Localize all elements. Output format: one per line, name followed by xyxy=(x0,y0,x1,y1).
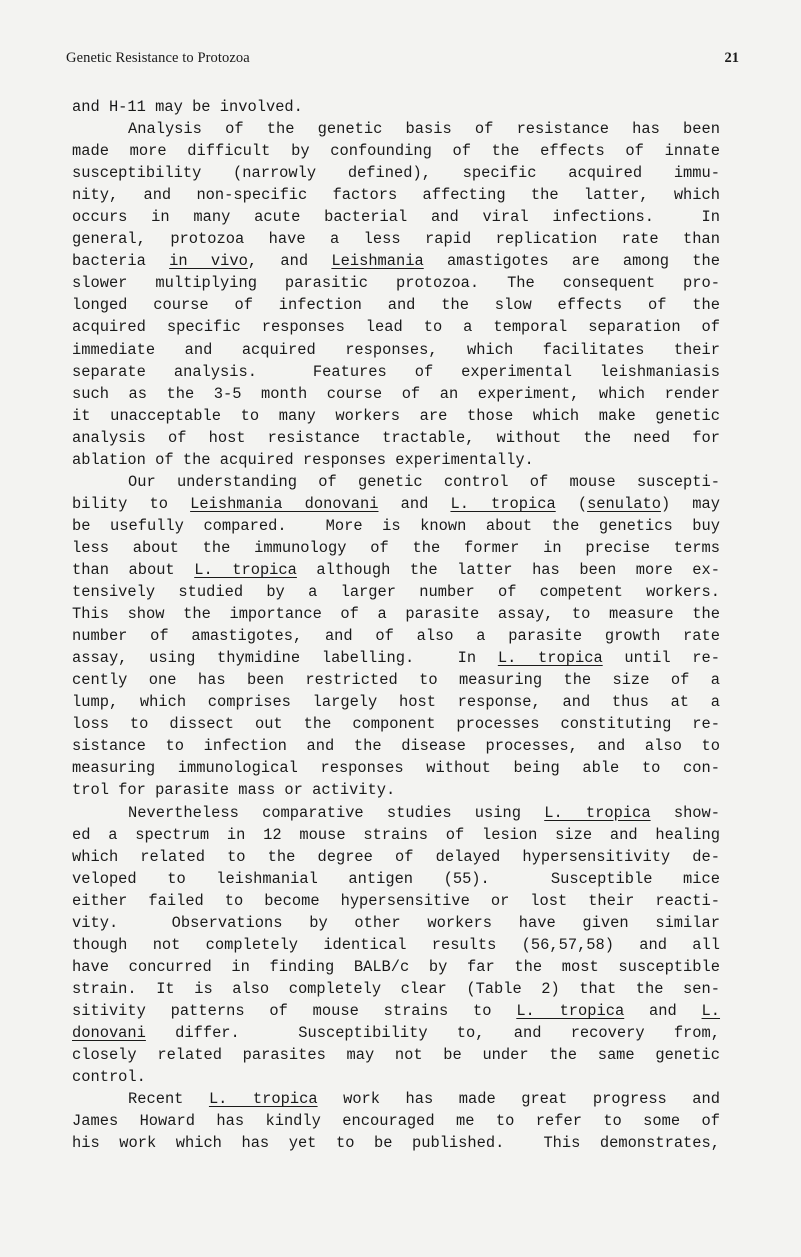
text-line: his work which has yet to be published. This demonstrates, xyxy=(72,1134,720,1153)
text-line: veloped to leishmanial antigen (55). Susceptible mice xyxy=(72,869,720,888)
paragraph-first-line: Analysis of the genetic basis of resistance has been xyxy=(128,120,720,139)
text-line: made more difficult by confounding of the effects of innate xyxy=(72,142,720,161)
running-title: Genetic Resistance to Protozoa xyxy=(66,50,250,66)
text-line: either failed to become hypersensitive or lost their reacti- xyxy=(72,891,720,910)
text-line: strain. It is also completely clear (Table 2) that the sen- xyxy=(72,979,720,998)
text-line: general, protozoa have a less rapid replication rate than xyxy=(72,230,720,249)
text-line: measuring immunological responses without being able to con- xyxy=(72,759,720,778)
species-name: L. tropica xyxy=(544,803,651,822)
text-line: such as the 3-5 month course of an experiment, which render xyxy=(72,384,720,403)
text-line: longed course of infection and the slow effects of the xyxy=(72,296,720,315)
text-line: which related to the degree of delayed hypersensitivity de- xyxy=(72,847,720,866)
body-text xyxy=(72,96,720,1154)
text-line: it unacceptable to many workers are those which make genetic xyxy=(72,406,720,425)
text-line: analysis of host resistance tractable, without the need for xyxy=(72,428,720,447)
italic-term: senulato xyxy=(587,494,661,513)
species-name: L. tropica xyxy=(450,494,556,513)
text-line: assay, using thymidine labelling. In L. tropica until re- xyxy=(72,649,721,668)
text-line: number of amastigotes, and of also a parasite growth rate xyxy=(72,627,720,646)
species-name: L. xyxy=(701,1001,721,1020)
text-line: and H-11 may be involved. xyxy=(72,98,303,116)
text-line: than about L. tropica although the latter has been more ex- xyxy=(72,560,720,579)
genus-name: Leishmania xyxy=(331,252,424,271)
species-name: Leishmania donovani xyxy=(190,494,379,513)
text-line: vity. Observations by other workers have given similar xyxy=(72,913,720,932)
text-line: cently one has been restricted to measuring the size of a xyxy=(72,671,720,690)
species-name: donovani xyxy=(72,1023,146,1042)
text-line: occurs in many acute bacterial and viral infections. In xyxy=(72,208,720,227)
paragraph-first-line: Nevertheless comparative studies using L. tropica show- xyxy=(128,803,721,822)
text-line: loss to dissect out the component processes constituting re- xyxy=(72,715,720,734)
text-line: susceptibility (narrowly defined), specific acquired immu- xyxy=(72,164,720,183)
species-name: L. tropica xyxy=(194,560,297,579)
text-line: This show the importance of a parasite assay, to measure the xyxy=(72,605,720,624)
text-line: separate analysis. Features of experimental leishmaniasis xyxy=(72,362,720,381)
text-line: bacteria in vivo, and Leishmania amastigotes are among the xyxy=(72,252,721,271)
paragraph-first-line: Our understanding of genetic control of mouse suscepti- xyxy=(128,472,720,491)
text-line: slower multiplying parasitic protozoa. The consequent pro- xyxy=(72,274,720,293)
text-line: ablation of the acquired responses experimentally. xyxy=(72,450,534,469)
text-line: less about the immunology of the former in precise terms xyxy=(72,538,720,557)
text-line: bility to Leishmania donovani and L. tropica (senulato) may xyxy=(72,494,721,513)
species-name: L. tropica xyxy=(497,649,603,668)
text-line: immediate and acquired responses, which facilitates their xyxy=(72,340,720,359)
text-line: ed a spectrum in 12 mouse strains of lesion size and healing xyxy=(72,825,720,844)
text-line: trol for parasite mass or activity. xyxy=(72,781,396,800)
running-header xyxy=(66,50,739,67)
text-line: acquired specific responses lead to a temporal separation of xyxy=(72,318,720,337)
species-name: L. tropica xyxy=(208,1090,318,1109)
text-line: control. xyxy=(72,1068,146,1087)
text-line: have concurred in finding BALB/c by far the most susceptible xyxy=(72,957,720,976)
text-line: closely related parasites may not be under the same genetic xyxy=(72,1046,720,1065)
paragraph-first-line: Recent L. tropica work has made great progress and xyxy=(128,1090,721,1109)
italic-term: in vivo xyxy=(169,252,248,271)
text-line: tensively studied by a larger number of competent workers. xyxy=(72,583,720,602)
species-name: L. tropica xyxy=(516,1001,625,1020)
text-line: James Howard has kindly encouraged me to refer to some of xyxy=(72,1112,720,1131)
text-line: nity, and non-specific factors affecting the latter, which xyxy=(72,186,720,205)
text-line: lump, which comprises largely host response, and thus at a xyxy=(72,693,720,712)
page-number: 21 xyxy=(724,50,739,66)
text-line: though not completely identical results (56,57,58) and all xyxy=(72,935,720,954)
text-line: sistance to infection and the disease processes, and also to xyxy=(72,737,720,756)
text-line: sitivity patterns of mouse strains to L. tropica and L. xyxy=(72,1001,721,1020)
text-line: donovani differ. Susceptibility to, and recovery from, xyxy=(72,1023,720,1042)
text-line: be usefully compared. More is known about the genetics buy xyxy=(72,516,720,535)
